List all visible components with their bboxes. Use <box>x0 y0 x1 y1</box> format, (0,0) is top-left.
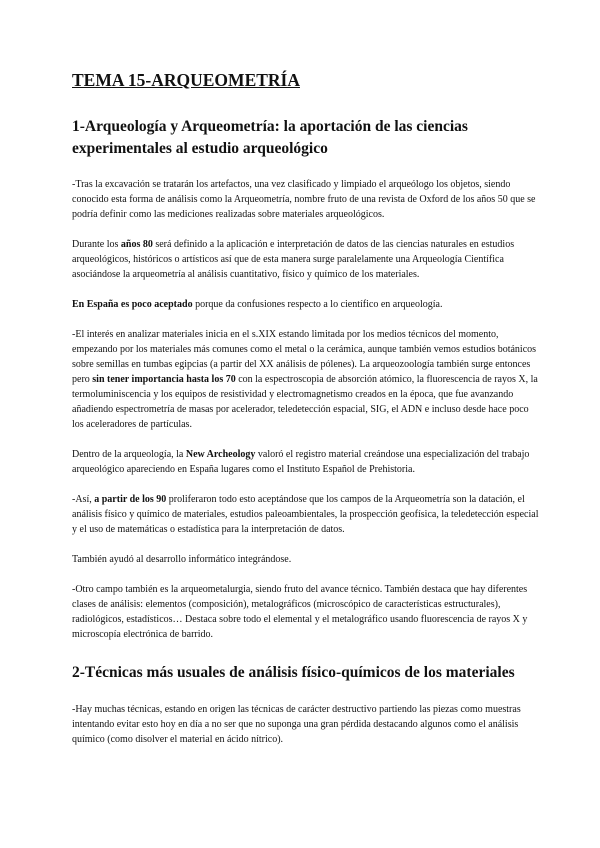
text-run: porque da confusiones respecto a lo científico en arqueología. <box>192 299 443 310</box>
bold-text: años 80 <box>120 239 153 250</box>
paragraph-5 <box>72 447 542 477</box>
text-run: -Así, <box>72 494 95 505</box>
paragraph-6 <box>72 492 542 537</box>
paragraph-2 <box>72 237 542 282</box>
bold-text: a partir de los 90 <box>94 494 167 505</box>
bold-text: En España es poco aceptado <box>72 299 193 310</box>
text-run: será definido a la aplicación e interpretación de datos de las ciencias naturales en estudios arqueológicos, históricos o artísticos así que de esta manera surge paralelamente una Arqueología Científica asociándose la arqueometría al análisis cuantitativo, físico y químico de los materiales. <box>72 239 515 280</box>
paragraph-4 <box>72 327 542 432</box>
bold-text: sin tener importancia hasta los 70 <box>92 374 236 385</box>
text-run: -El interés en analizar materiales inicia en el s.XIX estando limitada por los medios técnicos del momento, empezando por los materiales más comunes como el metal o la cerámica, aunque también vemos estudios botánicos sobre semillas en tumbas egipcias (a partir del XX análisis de pólenes). La arqueozoología también surge entonces pero <box>72 329 537 385</box>
paragraph-8: -Otro campo también es la arqueometalurgia, siendo fruto del avance técnico. También destaca que hay diferentes clases de análisis: elementos (composición), metalográficos (microscópico de características estructurales), radiológicos, estadísticos… Destaca sobre todo el elemental y el metalográfico usando fluorescencia de rayos X y microscopía electrónica de barrido. <box>72 584 528 640</box>
section-heading-2: 2-Técnicas más usuales de análisis físico-químicos de los materiales <box>72 664 515 681</box>
paragraph-1: -Tras la excavación se tratarán los artefactos, una vez clasificado y limpiado el arqueólogo los objetos, siendo conocido esta forma de análisis como la Arqueometría, nombre fruto de una revista de Oxford de los años 50 que se podría definir como las mediciones realizadas sobre materiales arqueológicos. <box>72 179 536 220</box>
paragraph-7: También ayudó al desarrollo informático integrándose. <box>72 554 292 565</box>
text-run: con la espectroscopia de absorción atómico, la fluorescencia de rayos X, la termoluminiscencia y los equipos de resistividad y electromagnetismo creados en la época, que fue avanzando añadiendo espectrometría de masas por acelerador, teledetección espacial, SIG, el ADN e incluso desde hace poco los aceleradores de partículas. <box>72 374 538 430</box>
paragraph-3 <box>72 297 542 312</box>
text-run: valoró el registro material creándose una especialización del trabajo arqueológico apareciendo en España lugares como el Instituto Español de Prehistoria. <box>72 449 530 475</box>
text-run: Durante los <box>72 239 121 250</box>
page-title: TEMA 15-ARQUEOMETRÍA <box>72 70 300 90</box>
text-run: proliferaron todo esto aceptándose que los campos de la Arqueometría son la datación, el análisis físico y químico de materiales, estudios paleoambientales, la prospección geofísica, la teledetección especial y el uso de matemáticas o estadística para la interpretación de datos. <box>72 494 539 535</box>
bold-text: New Archeology <box>185 449 256 460</box>
text-run: Dentro de la arqueología, la <box>72 449 186 460</box>
paragraph-9: -Hay muchas técnicas, estando en origen las técnicas de carácter destructivo partiendo las piezas como muestras intentando evitar esto hoy en día a no ser que no suponga una gran pérdida destacando algunos como el análisis químico (como disolver el material en ácido nítrico). <box>72 704 521 745</box>
section-heading-1: 1-Arqueología y Arqueometría: la aportación de las ciencias experimentales al estudio arqueológico <box>72 118 468 157</box>
